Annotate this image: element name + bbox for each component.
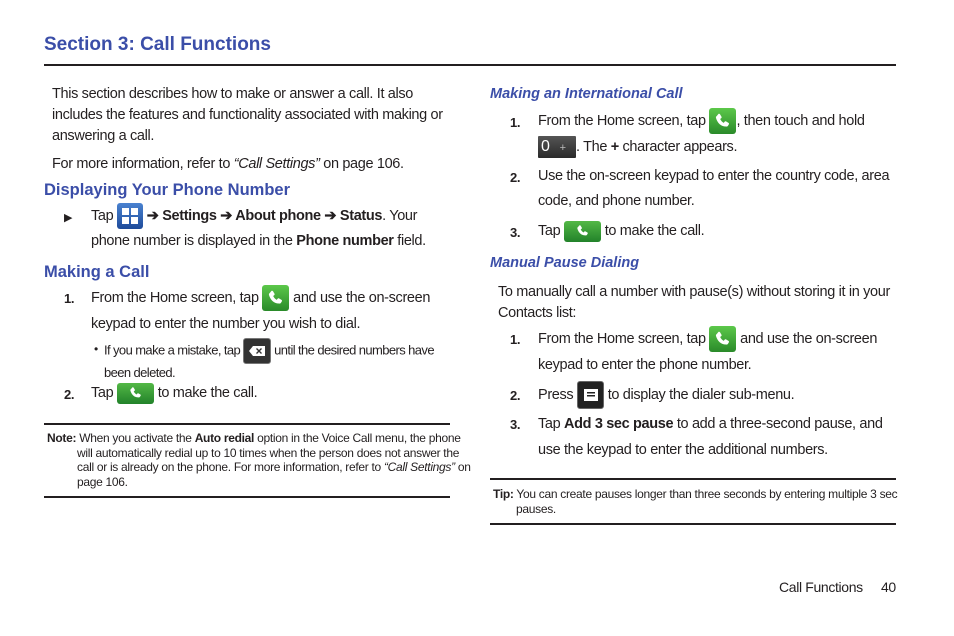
tip-text: You can create pauses longer than three seconds by entering multiple 3 sec pauses. (513, 487, 898, 516)
making-a-call-heading: Making a Call (44, 263, 150, 281)
page-title: Section 3: Call Functions (44, 34, 271, 55)
tip-divider-bottom (490, 523, 896, 525)
plus-key-label: + (559, 142, 566, 155)
step-number: 1. (510, 332, 521, 347)
note-divider-top (44, 423, 450, 425)
bullet-text: If you make a mistake, tap (104, 342, 241, 358)
pause-step-2-text (538, 381, 794, 409)
tip-box (493, 487, 914, 516)
zero-plus-key-icon (538, 136, 576, 158)
mistake-bullet-text (104, 338, 444, 381)
step-text: , then touch and hold (736, 113, 865, 129)
bullet-dot: • (94, 342, 98, 356)
plus-character: + (610, 139, 619, 156)
intl-step-3-text (538, 220, 704, 242)
call-settings-reference[interactable]: “Call Settings” (233, 156, 320, 172)
step-text: and use the on-screen keypad to enter the phone number. (538, 331, 878, 374)
call-settings-reference[interactable]: “Call Settings” (383, 460, 455, 474)
more-info-page: on page 106. (319, 156, 404, 172)
settings-path: ➔ Settings ➔ About phone ➔ Status (143, 207, 383, 224)
more-info-paragraph (52, 154, 452, 175)
add-pause-option: Add 3 sec pause (564, 416, 674, 432)
step-text: character appears. (618, 139, 738, 156)
pause-step-1-text (538, 326, 903, 378)
step-text: From the Home screen, tap (91, 290, 259, 306)
phone-icon (709, 326, 736, 352)
note-text: When you activate the (76, 431, 195, 445)
displaying-phone-number-heading: Displaying Your Phone Number (44, 181, 291, 199)
manual-pause-heading: Manual Pause Dialing (490, 255, 640, 271)
display-text: . Your phone number is displayed in the (91, 207, 418, 249)
phone-number-field-label: Phone number (296, 233, 394, 249)
phone-icon (709, 108, 736, 134)
intl-step-2-text: Use the on-screen keypad to enter the country code, area code, and phone number. (538, 168, 890, 209)
apps-grid-icon (117, 203, 143, 229)
bullet-arrow-icon: ▶ (64, 212, 73, 224)
display-instruction (91, 203, 451, 254)
step-text: Tap (538, 223, 561, 239)
step-text: to make the call. (604, 223, 705, 239)
step-text: Tap (538, 416, 565, 432)
menu-key-icon (577, 381, 604, 409)
note-label: Note: (47, 431, 77, 445)
bullet-text: until the desired numbers have been deleted. (104, 342, 434, 380)
step-number: 1. (64, 291, 75, 306)
pause-intro: To manually call a number with pause(s) without storing it in your Contacts list: (498, 284, 890, 321)
call-button-icon (117, 383, 154, 404)
title-divider (44, 64, 896, 66)
step-1-text (91, 285, 451, 337)
step-text: to make the call. (157, 385, 258, 401)
step-2-text (91, 382, 257, 404)
step-text: Tap (91, 385, 114, 401)
step-text: to display the dialer sub-menu. (607, 386, 795, 403)
phone-icon (262, 285, 289, 311)
step-number: 2. (510, 170, 521, 185)
step-number: 3. (510, 225, 521, 240)
call-button-icon (564, 221, 601, 242)
tip-divider-top (490, 478, 896, 480)
footer-section-name: Call Functions (779, 579, 863, 595)
step-number: 1. (510, 115, 521, 130)
step-text: . The (576, 139, 611, 156)
note-text: option in the Voice Call menu, the phone will automatically redial up to 10 times when the person does not answer the call or is already on the phone. For more information, refer to (77, 431, 461, 474)
international-call-heading: Making an International Call (490, 86, 683, 102)
intro-paragraph: This section describes how to make or answer a call. It also includes the features and functionality associated with making or answering a call. (52, 86, 443, 144)
zero-key-label: 0 (541, 138, 550, 156)
auto-redial-label: Auto redial (194, 431, 255, 445)
step-number: 3. (510, 417, 521, 432)
note-box (47, 431, 472, 489)
step-text: From the Home screen, tap (538, 113, 706, 129)
step-text: to add a three-second pause, and use the keypad to enter the additional numbers. (538, 416, 883, 458)
tap-text: Tap (91, 207, 114, 224)
intl-step-1-text (538, 108, 908, 160)
display-text-end: field. (393, 233, 426, 249)
more-info-text: For more information, refer to (52, 156, 234, 172)
delete-key-icon (243, 338, 271, 364)
step-text: Press (538, 386, 574, 403)
tip-label: Tip: (493, 487, 514, 501)
step-number: 2. (510, 388, 521, 403)
step-number: 2. (64, 387, 75, 402)
step-text: and use the on-screen keypad to enter the number you wish to dial. (91, 290, 431, 333)
note-divider-bottom (44, 496, 450, 498)
note-text: on page 106. (77, 460, 471, 489)
step-text: From the Home screen, tap (538, 331, 706, 347)
pause-step-3-text (538, 411, 903, 463)
page-number: 40 (881, 579, 896, 595)
